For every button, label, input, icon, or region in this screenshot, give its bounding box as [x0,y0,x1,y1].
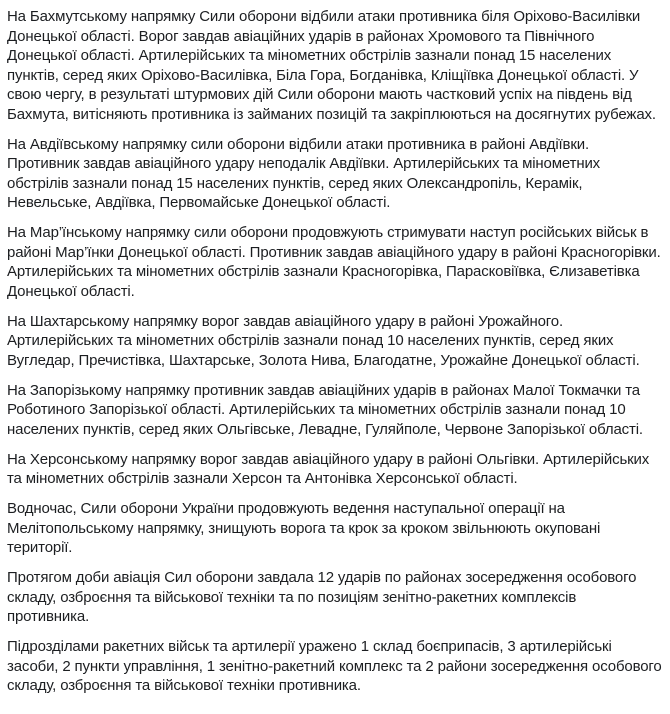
paragraph-zaporizhzhia-direction: На Запорізькому напрямку противник завдав авіаційних ударів в районах Малої Токмачки та Роботиного Запорізької області. Артилерійських та мінометних обстрілів зазнали понад 10 населених пунктів, серед яких Ольгівське, Левадне, Гуляйполе, Червоне Запорізької області. [7,381,643,438]
paragraph-avdiivka-direction: На Авдіївському напрямку сили оборони відбили атаки противника в районі Авдіївки. Противник завдав авіаційного удару неподалік Авдіївки. Артилерійських та мінометних обстрілів зазнали понад 15 населених пунктів, серед яких Олександропіль, Керамік, Невельське, Авдіївка, Первомайське Донецької області. [7,135,601,211]
paragraph-aviation-strikes: Протягом доби авіація Сил оборони завдала 12 ударів по районах зосередження особового складу, озброєння та військової техніки та по позиціям зенітно-ракетних комплексів противника. [7,569,637,625]
paragraph-missile-artillery-strikes: Підрозділами ракетних військ та артилерії уражено 1 склад боєприпасів, 3 артилерійські засоби, 2 пункти управління, 1 зенітно-ракетний комплекс та 2 райони зосередження особового складу, озброєння та військової техніки противника. [7,638,662,694]
paragraph-bakhmut-direction: На Бахмутському напрямку Сили оборони відбили атаки противника біля Оріхово-Василівки Донецької області. Ворог завдав авіаційних ударів в районах Хромового та Північного Донецької області. Артилерійських та мінометних обстрілів зазнали понад 15 населених пунктів, серед яких Оріхово-Василівка, Біла Гора, Богданівка, Кліщіївка Донецької області. У свою чергу, в результаті штурмових дій Сили оборони мають частковий успіх на південь від Бахмута, витісняють противника із займаних позицій та закріплюються на досягнутих рубежах. [7,8,656,123]
paragraph-kherson-direction: На Херсонському напрямку ворог завдав авіаційного удару в районі Ольгівки. Артилерійських та мінометних обстрілів зазнали Херсон та Антонівка Херсонської області. [7,450,650,487]
paragraph-marinka-direction: На Мар’їнському напрямку сили оборони продовжують стримувати наступ російських військ в районі Мар’їнки Донецької області. Противник завдав авіаційного удару в районі Красногорівки. Артилерійських та мінометних обстрілів зазнали Красногорівка, Парасковіївка, Єлизаветівка Донецької області. [7,224,661,300]
paragraph-melitopol-offensive: Водночас, Сили оборони України продовжують ведення наступальної операції на Мелітопольському напрямку, знищують ворога та крок за кроком звільнюють окуповані території. [7,500,601,556]
paragraph-shakhtarsk-direction: На Шахтарському напрямку ворог завдав авіаційного удару в районі Урожайного. Артилерійських та мінометних обстрілів зазнали понад 10 населених пунктів, серед яких Вугледар, Пречистівка, Шахтарське, Золота Нива, Благодатне, Урожайне Донецької області. [7,312,640,369]
